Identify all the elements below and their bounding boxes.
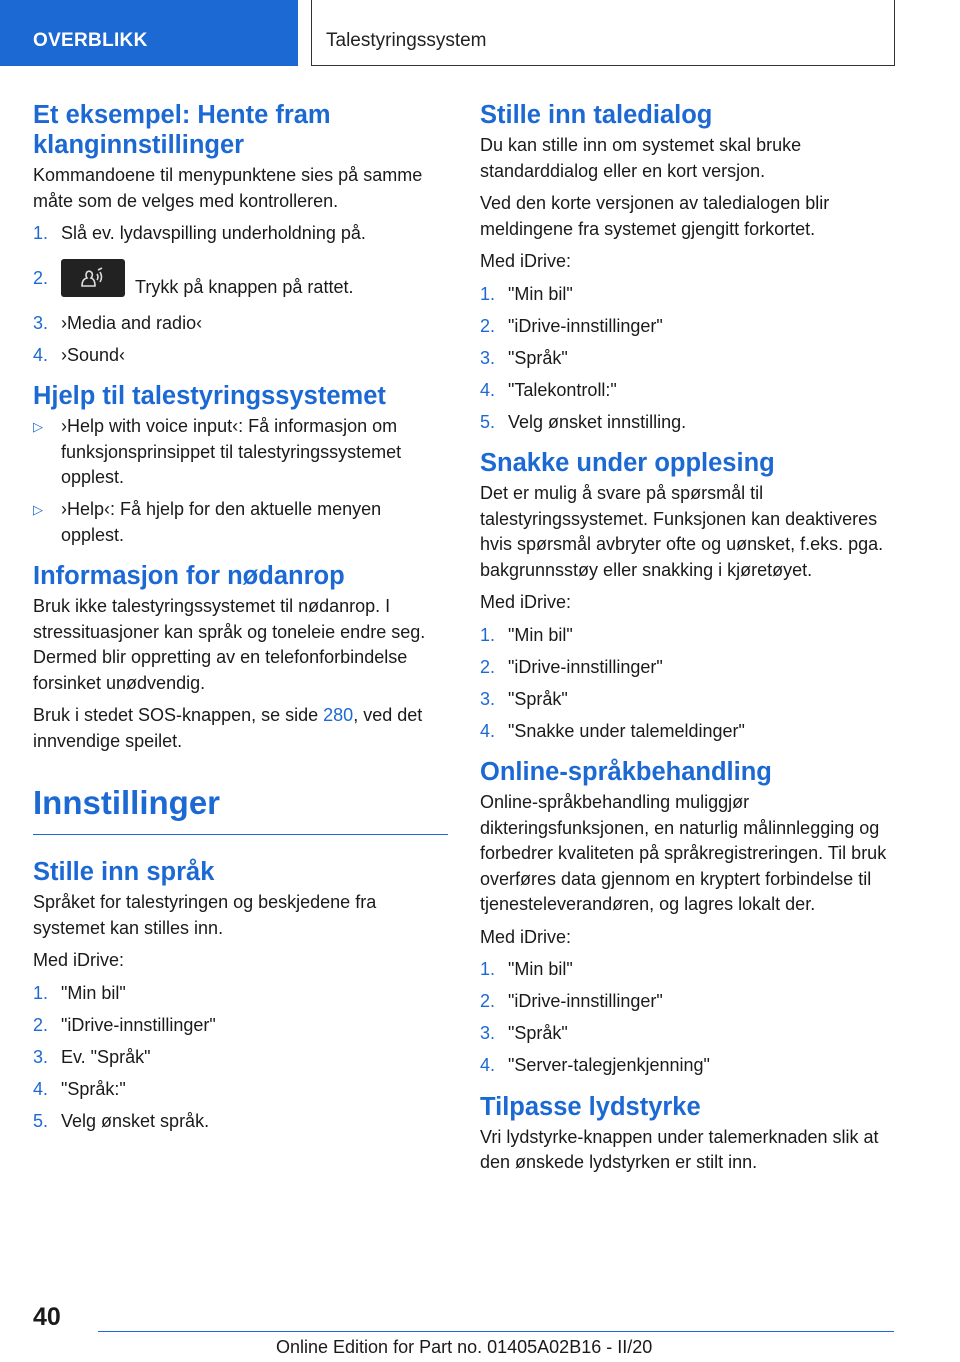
step-text: "Språk" [508,347,568,368]
right-column [480,100,895,1183]
dialog-paragraph-2: Ved den korte versjonen av taledialogen blir meldingene fra systemet gjengitt forkortet. [480,193,830,239]
list-item [480,687,895,713]
step-number: 4. [480,720,496,741]
list-item [33,1109,448,1135]
chapter-title: Talestyringssystem [326,30,487,51]
step-number: 3. [480,347,496,368]
heading-help: Hjelp til talestyringssystemet [33,382,386,410]
step-text: "Server-talegjenkjenning" [508,1055,710,1075]
heading-dialog: Stille inn taledialog [480,101,713,129]
heading-volume: Tilpasse lydstyrke [480,1092,701,1121]
step-number: 1. [33,982,49,1003]
emergency-paragraph: Bruk ikke talestyringssystemet til nødanrop. I stressituasjoner kan språk og toneleie endre seg. Dermed blir oppretting av en telefonforbindelse forsinket unødvendig. [33,596,426,693]
heading-online-processing: Online-språkbehandling [480,758,772,786]
step-text: "Min bil" [508,624,573,645]
step-text: Trykk på knappen på rattet. [135,276,354,297]
step-text: "Språk:" [61,1078,126,1099]
step-text: ›Sound‹ [61,344,126,365]
list-item [480,1053,895,1079]
step-text: "iDrive-innstillinger" [508,656,663,677]
list-item [33,1077,448,1103]
list-item [33,311,448,337]
dialog-paragraph-1: Du kan stille inn om systemet skal bruke standarddialog eller en kort versjon. [480,135,802,181]
step-text: Ev. "Språk" [61,1046,151,1067]
list-item [33,497,448,548]
triangle-bullet-icon: ▷ [33,419,43,434]
voice-command-button-icon [61,259,125,297]
step-text: Velg ønsket innstilling. [508,411,687,432]
triangle-bullet-icon: ▷ [33,502,43,517]
step-number: 4. [480,1055,496,1075]
step-text: "Språk" [508,688,568,709]
list-item [480,410,895,436]
list-item [480,989,895,1015]
step-number: 1. [480,959,496,979]
step-number: 3. [33,312,49,333]
dialog-steps [480,282,895,436]
idrive-label: Med iDrive: [480,251,572,271]
barge-in-steps [480,623,895,745]
idrive-label: Med iDrive: [480,592,572,612]
online-processing-paragraph: Online-språkbehandling muliggjør dikteringsfunksjonen, en naturlig målinnlegging og forbedrer kvaliteten på språkregistreringen. Til bruk overføres data gjennom en kryptert forbindelse til tjenesteleverandøren, og lagres lokalt der. [480,792,887,914]
step-number: 2. [480,991,496,1011]
footer-divider [98,1331,894,1332]
step-number: 5. [480,411,496,432]
section-tab [0,0,298,66]
heading-example: Et eksempel: Hente fram klanginnstillinger [33,101,331,159]
chapter-title-box [311,0,895,66]
step-number: 1. [480,283,496,304]
list-item [33,1013,448,1039]
step-number: 2. [33,1014,49,1035]
chapter-heading: Innstillinger [33,784,448,835]
step-number: 2. [480,656,496,677]
page-link-280[interactable]: 280 [323,705,354,725]
online-processing-steps [480,957,895,1079]
section-label: OVERBLIKK [33,30,148,51]
step-number: 2. [33,267,49,288]
list-item [480,655,895,681]
step-text: "Min bil" [508,283,573,304]
step-text: "iDrive-innstillinger" [508,315,663,336]
step-number: 5. [33,1110,49,1131]
example-steps [33,221,448,368]
page-header [0,0,960,66]
list-item [480,282,895,308]
step-text: "Talekontroll:" [508,379,617,400]
list-item [480,957,895,983]
step-text: "iDrive-innstillinger" [508,991,663,1011]
step-number: 3. [33,1046,49,1067]
list-item [480,346,895,372]
volume-paragraph: Vri lydstyrke-knappen under talemerknaden slik at den ønskede lydstyrken er stilt inn. [480,1126,879,1172]
list-item [480,314,895,340]
list-item [33,414,448,491]
list-item [480,378,895,404]
barge-in-paragraph: Det er mulig å svare på spørsmål til talestyringssystemet. Funksjonen kan deaktiveres hvis spørsmål avbryter ofte og uønsket, f.eks. pga. bakgrunnsstøy eller snakking i kjøretøyet. [480,483,884,580]
language-steps [33,981,448,1135]
list-item [33,259,448,303]
idrive-label: Med iDrive: [33,950,125,970]
sos-paragraph: Bruk i stedet SOS-knappen, se side 280, ved det innvendige speilet. [33,705,423,751]
step-number: 4. [33,1078,49,1099]
list-item [33,343,448,369]
step-text: Slå ev. lydavspilling underholdning på. [61,223,366,243]
step-text: Velg ønsket språk. [61,1110,210,1131]
page-number: 40 [33,1303,61,1331]
step-number: 3. [480,688,496,709]
step-text: "Min bil" [508,959,573,979]
left-column [33,100,448,1141]
step-number: 2. [480,315,496,336]
list-item [33,1045,448,1071]
list-item [33,221,448,247]
idrive-label: Med iDrive: [480,926,572,947]
step-number: 1. [33,223,49,243]
step-text: ›Media and radio‹ [61,312,203,333]
list-item [480,719,895,745]
heading-barge-in: Snakke under opplesing [480,449,775,477]
step-text: "iDrive-innstillinger" [61,1014,216,1035]
step-text: "Min bil" [61,982,126,1003]
bullet-text: ›Help‹: Få hjelp for den aktuelle menyen opplest. [61,499,382,545]
step-text: "Snakke under talemeldinger" [508,720,745,741]
heading-language: Stille inn språk [33,858,215,886]
footer-edition-text: Online Edition for Part no. 01405A02B16 - II/20 [276,1337,653,1357]
step-number: 3. [480,1023,496,1043]
step-number: 4. [33,344,49,365]
list-item [480,623,895,649]
language-paragraph: Språket for talestyringen og beskjedene fra systemet kan stilles inn. [33,892,377,938]
help-bullets [33,414,448,548]
step-number: 1. [480,624,496,645]
heading-emergency: Informasjon for nødanrop [33,562,345,590]
list-item [480,1021,895,1047]
step-number: 4. [480,379,496,400]
list-item [33,981,448,1007]
step-text: "Språk" [508,1023,568,1043]
bullet-text: ›Help with voice input‹: Få informasjon om funksjonsprinsippet til talestyringssystemet opplest. [61,416,402,487]
example-intro: Kommandoene til menypunktene sies på samme måte som de velges med kontrolleren. [33,165,423,211]
